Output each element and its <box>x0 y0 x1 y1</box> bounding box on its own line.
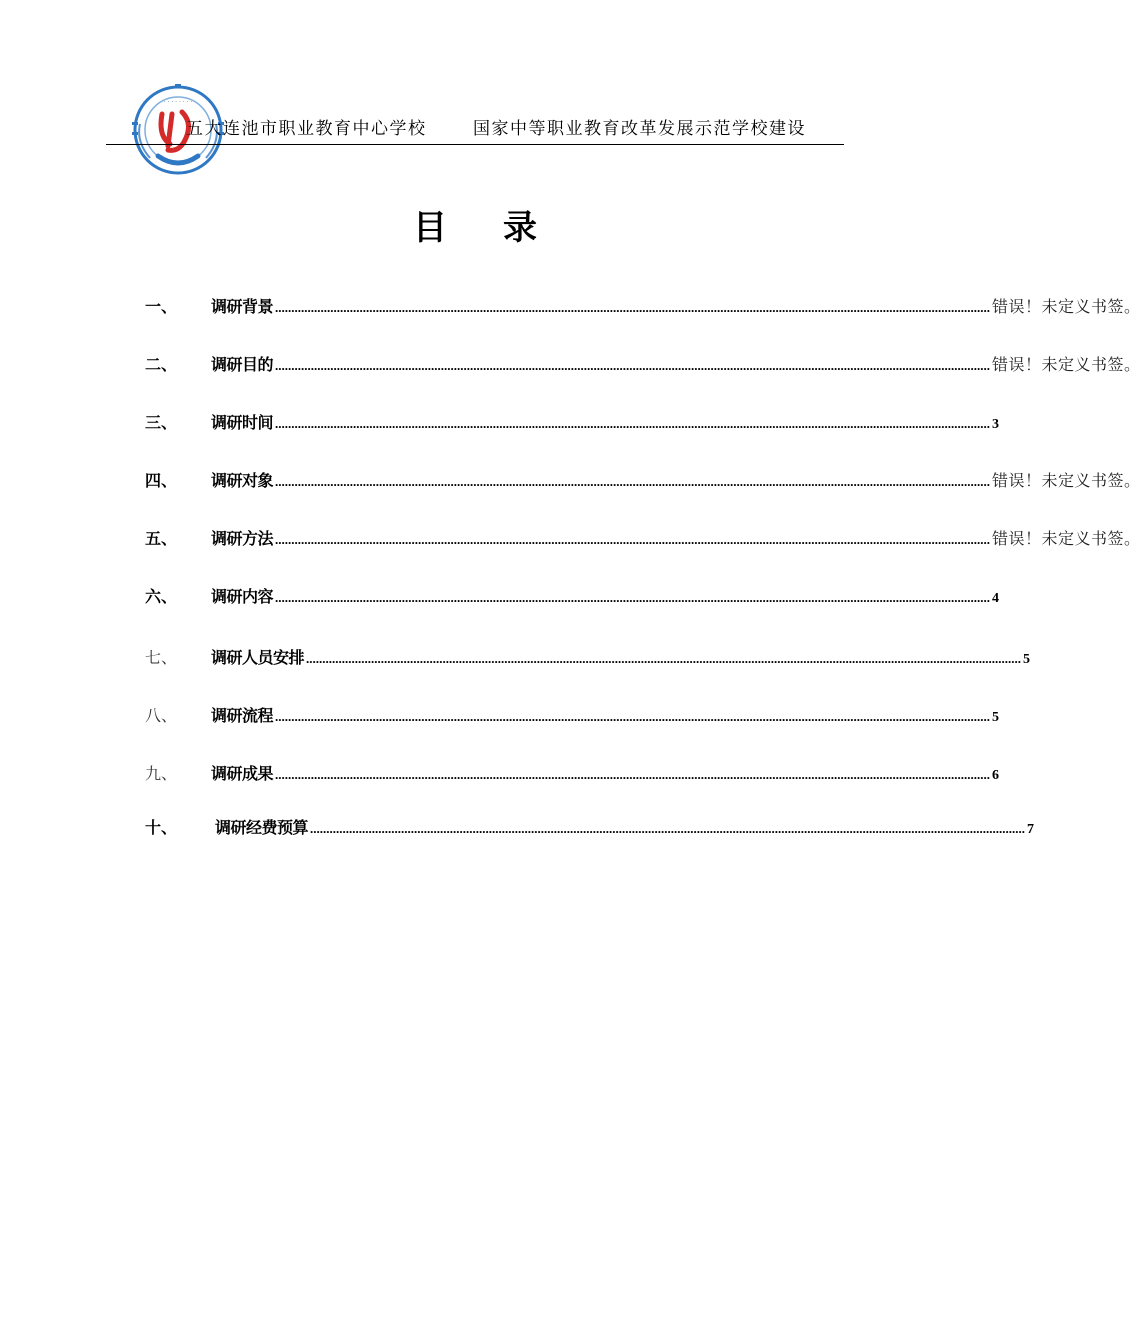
toc-entry-number: 三、 <box>145 413 178 432</box>
toc-entry-number: 四、 <box>145 471 178 490</box>
title-char-2: 录 <box>503 208 537 248</box>
toc-entry-label[interactable]: 调研人员安排 <box>211 648 305 667</box>
header-divider <box>106 144 844 145</box>
toc-entry-label[interactable]: 调研内容 <box>211 587 274 606</box>
toc-entry[interactable] <box>145 294 1141 318</box>
toc-leader-dots: ............................................................................................................................................................................................................................ <box>275 300 991 315</box>
toc-entry-number: 七、 <box>145 648 178 667</box>
toc-leader-dots: ............................................................................................................................................................................................................................ <box>275 358 991 373</box>
toc-entry-page: 7 <box>1027 822 1035 837</box>
toc-entry[interactable] <box>145 352 1141 376</box>
toc-entry-label[interactable]: 调研时间 <box>211 413 274 432</box>
page-title <box>0 200 950 249</box>
toc-entry-label[interactable]: 调研目的 <box>211 355 274 374</box>
toc-entry-number: 一、 <box>145 297 178 316</box>
toc-entry-page: 错误！未定义书签。 <box>992 297 1141 316</box>
toc-entry-page: 5 <box>992 710 1000 725</box>
toc-entry-page: 4 <box>992 591 1000 606</box>
toc-entry-number: 十、 <box>145 818 178 837</box>
toc-leader-dots: ............................................................................................................................................................................................................................ <box>275 767 991 782</box>
header-project-name: 国家中等职业教育改革发展示范学校建设 <box>473 119 806 139</box>
toc-leader-dots: ............................................................................................................................................................................................................................ <box>275 416 991 431</box>
toc-entry[interactable] <box>145 468 1141 492</box>
toc-entry-label[interactable]: 调研对象 <box>211 471 274 490</box>
toc-entry-number: 九、 <box>145 764 178 783</box>
toc-leader-dots: ............................................................................................................................................................................................................................ <box>275 709 991 724</box>
toc-entry-label[interactable]: 调研流程 <box>211 706 274 725</box>
toc-leader-dots: ............................................................................................................................................................................................................................ <box>275 590 991 605</box>
toc-entry[interactable] <box>145 703 1000 727</box>
title-char-1: 目 <box>413 208 447 248</box>
toc-leader-dots: ............................................................................................................................................................................................................................ <box>275 532 991 547</box>
toc-entry-number: 六、 <box>145 587 178 606</box>
toc-entry-page: 6 <box>992 768 1000 783</box>
toc-entry-number: 八、 <box>145 706 178 725</box>
toc-entry-label[interactable]: 调研成果 <box>211 764 274 783</box>
toc-entry-number: 五、 <box>145 529 178 548</box>
toc-entry-label[interactable]: 调研背景 <box>211 297 274 316</box>
toc-entry-page: 错误！未定义书签。 <box>992 471 1141 490</box>
toc-entry-page: 5 <box>1023 652 1031 667</box>
toc-entry-page: 3 <box>992 417 1000 432</box>
toc-entry-page: 错误！未定义书签。 <box>992 529 1141 548</box>
toc-entry[interactable] <box>145 584 1000 608</box>
toc-entry[interactable] <box>145 761 1000 785</box>
header-school-name: 五大连池市职业教育中心学校 <box>186 119 427 139</box>
toc-entry-label[interactable]: 调研方法 <box>211 529 274 548</box>
toc-leader-dots: ............................................................................................................................................................................................................................ <box>310 821 1026 836</box>
toc-entry[interactable] <box>145 410 1000 434</box>
toc-entry-number: 二、 <box>145 355 178 374</box>
toc-leader-dots: ............................................................................................................................................................................................................................ <box>275 474 991 489</box>
toc-entry[interactable] <box>145 526 1141 550</box>
page-header <box>186 114 806 139</box>
toc-entry-label[interactable]: 调研经费预算 <box>215 818 309 837</box>
toc-leader-dots: ............................................................................................................................................................................................................................ <box>306 651 1022 666</box>
toc-entry[interactable] <box>145 815 1035 839</box>
svg-text:· · · · · · · ·: · · · · · · · · <box>163 99 193 106</box>
toc-entry[interactable] <box>145 645 1031 669</box>
toc-entry-page: 错误！未定义书签。 <box>992 355 1141 374</box>
